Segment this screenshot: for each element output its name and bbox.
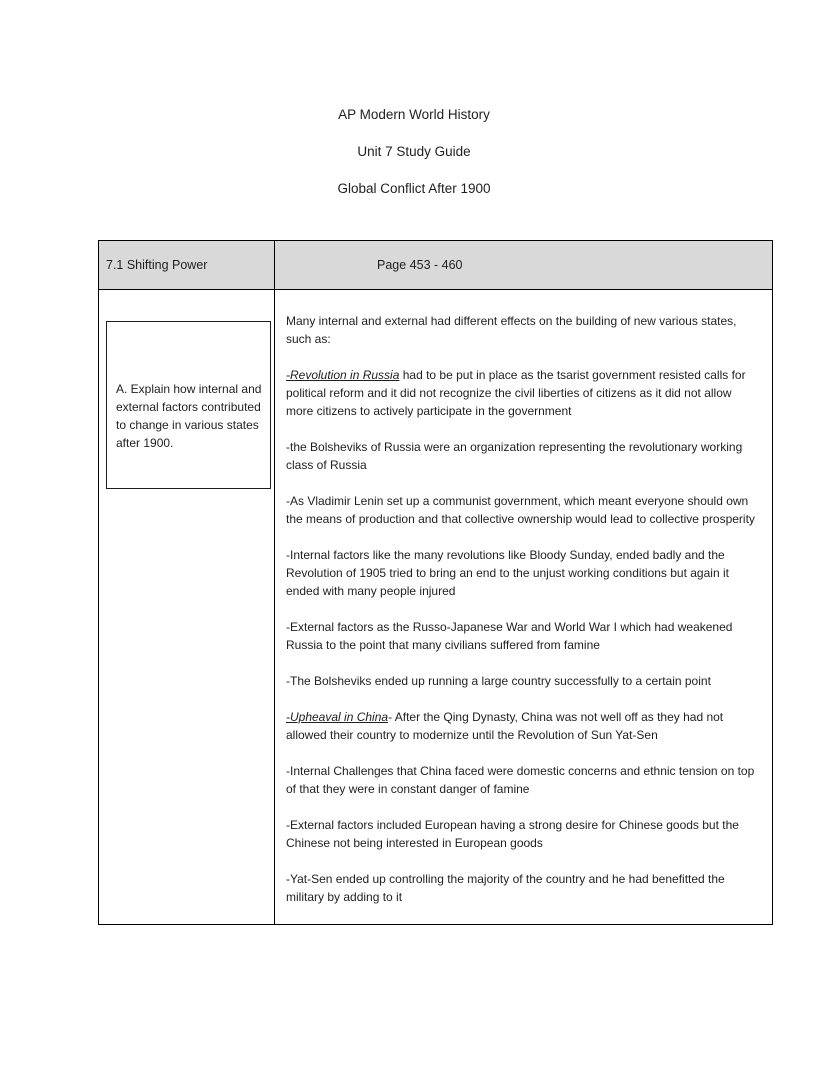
- answer-paragraph: [286, 546, 762, 600]
- document-title-block: [0, 0, 828, 198]
- section-title-cell: [99, 241, 275, 290]
- paragraph-text: -As Vladimir Lenin set up a communist government, which meant everyone should own the means of production and that collective ownership would lead to collective prosperity: [286, 494, 755, 526]
- answer-paragraph: [286, 312, 762, 348]
- answer-paragraph: [286, 762, 762, 798]
- prompt-box: [106, 321, 271, 489]
- emphasized-term: -Revolution in Russia: [286, 368, 400, 382]
- prompt-cell: [99, 290, 275, 925]
- paragraph-text: -Yat-Sen ended up controlling the majority of the country and he had benefitted the military by adding to it: [286, 872, 725, 904]
- table-header-row: [99, 241, 773, 290]
- paragraph-text: -Internal Challenges that China faced were domestic concerns and ethnic tension on top of that they were in constant danger of famine: [286, 764, 755, 796]
- section-title: 7.1 Shifting Power: [106, 258, 208, 272]
- page-range: Page 453 - 460: [377, 258, 463, 272]
- answer-cell: [275, 290, 773, 925]
- paragraph-text: Many internal and external had different effects on the building of new various states, such as:: [286, 314, 737, 346]
- answer-paragraph: [286, 492, 762, 528]
- prompt-text: A. Explain how internal and external factors contributed to change in various states after 1900.: [116, 382, 262, 450]
- paragraph-text: -the Bolsheviks of Russia were an organization representing the revolutionary working class of Russia: [286, 440, 743, 472]
- table-body-row: [99, 290, 773, 925]
- paragraph-text: -Internal factors like the many revolutions like Bloody Sunday, ended badly and the Revolution of 1905 tried to bring an end to the unjust working conditions but again it ended with many people injured: [286, 548, 729, 598]
- answer-paragraph: [286, 366, 762, 420]
- study-guide-table: [98, 240, 773, 925]
- answer-paragraphs: [286, 312, 762, 906]
- answer-paragraph: [286, 870, 762, 906]
- paragraph-text: -External factors included European having a strong desire for Chinese goods but the Chinese not being interested in European goods: [286, 818, 739, 850]
- emphasized-term: -Upheaval in China: [286, 710, 389, 724]
- paragraph-text: -External factors as the Russo-Japanese War and World War I which had weakened Russia to the point that many civilians suffered from famine: [286, 620, 733, 652]
- page-range-cell: [275, 241, 773, 290]
- doc-title-course: AP Modern World History: [338, 107, 490, 122]
- answer-paragraph: [286, 618, 762, 654]
- paragraph-text: had to be put in place as the tsarist government resisted calls for political reform and it did not recognize the civil liberties of citizens as it did not allow more citizens to actively participate in the government: [286, 368, 746, 418]
- paragraph-text: - After the Qing Dynasty, China was not well off as they had not allowed their country to modernize until the Revolution of Sun Yat-Sen: [286, 710, 724, 742]
- paragraph-text: -The Bolsheviks ended up running a large country successfully to a certain point: [286, 674, 711, 688]
- answer-paragraph: [286, 816, 762, 852]
- answer-paragraph: [286, 672, 762, 690]
- doc-title-unit: Unit 7 Study Guide: [357, 144, 471, 159]
- doc-title-topic: Global Conflict After 1900: [337, 181, 491, 196]
- answer-paragraph: [286, 438, 762, 474]
- answer-paragraph: [286, 708, 762, 744]
